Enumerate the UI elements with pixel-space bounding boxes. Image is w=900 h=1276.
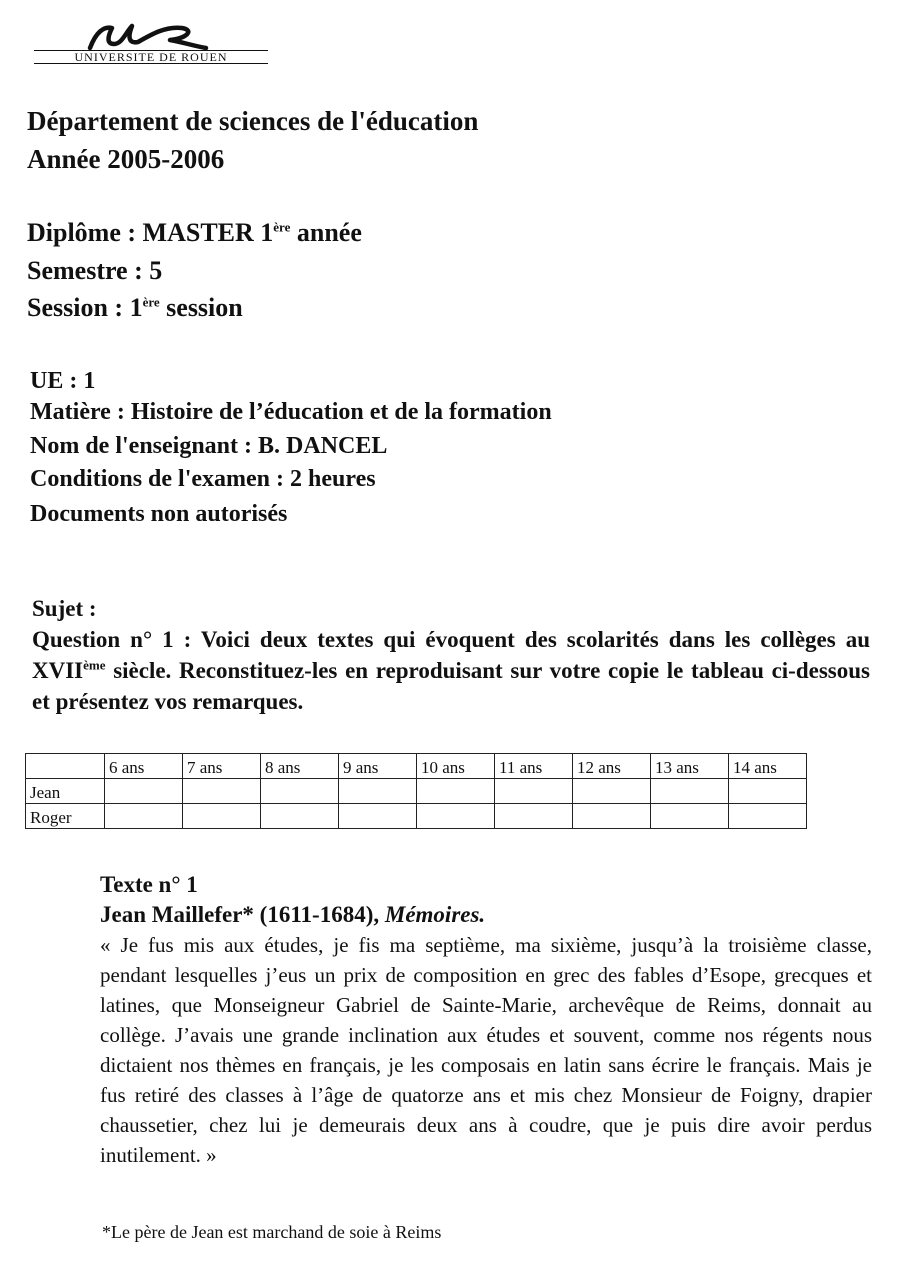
age-header-cell: 7 ans bbox=[183, 754, 261, 779]
table-cell bbox=[729, 779, 807, 804]
diploma-line bbox=[27, 218, 362, 248]
table-header-row bbox=[26, 754, 807, 779]
academic-year: Année 2005-2006 bbox=[27, 144, 225, 174]
table-cell bbox=[495, 779, 573, 804]
question-sup: ème bbox=[83, 657, 106, 673]
age-header-cell: 6 ans bbox=[105, 754, 183, 779]
table-cell bbox=[105, 804, 183, 829]
footnote: *Le père de Jean est marchand de soie à Reims bbox=[102, 1222, 442, 1242]
table-cell bbox=[729, 804, 807, 829]
table-row bbox=[26, 779, 807, 804]
text-1-author: Jean Maillefer* (1611-1684), bbox=[100, 902, 385, 927]
table-cell bbox=[339, 779, 417, 804]
ue-line: UE : 1 bbox=[30, 368, 96, 394]
university-logo bbox=[32, 22, 272, 70]
table-row bbox=[26, 804, 807, 829]
teacher-line: Nom de l'enseignant : B. DANCEL bbox=[30, 433, 388, 459]
text-1-source bbox=[100, 900, 872, 930]
subject-line: Matière : Histoire de l’éducation et de la formation bbox=[30, 399, 552, 425]
age-header-cell: 8 ans bbox=[261, 754, 339, 779]
age-header-cell: 14 ans bbox=[729, 754, 807, 779]
table-cell bbox=[105, 779, 183, 804]
table-cell bbox=[339, 804, 417, 829]
age-header-cell: 13 ans bbox=[651, 754, 729, 779]
table-cell bbox=[495, 804, 573, 829]
age-header-cell: 11 ans bbox=[495, 754, 573, 779]
conditions-line: Conditions de l'examen : 2 heures bbox=[30, 466, 376, 492]
text-1-title: Texte n° 1 bbox=[100, 872, 198, 897]
session-sup: ère bbox=[142, 294, 160, 310]
age-header-cell: 12 ans bbox=[573, 754, 651, 779]
table-cell bbox=[651, 804, 729, 829]
table-cell bbox=[573, 779, 651, 804]
question-1 bbox=[32, 624, 870, 717]
diploma-label: Diplôme : MASTER 1 bbox=[27, 218, 274, 247]
row-header-jean: Jean bbox=[26, 779, 105, 804]
diploma-suffix: année bbox=[290, 218, 362, 247]
table-cell bbox=[183, 804, 261, 829]
university-name: UNIVERSITE DE ROUEN bbox=[34, 50, 268, 64]
semester-line: Semestre : 5 bbox=[27, 256, 163, 285]
table-cell bbox=[417, 804, 495, 829]
text-1-work: Mémoires. bbox=[384, 902, 486, 927]
table-cell bbox=[183, 779, 261, 804]
table-cell bbox=[417, 779, 495, 804]
table-cell bbox=[261, 779, 339, 804]
table-corner-cell bbox=[26, 754, 105, 779]
sujet-label: Sujet : bbox=[32, 596, 97, 621]
table-cell bbox=[573, 804, 651, 829]
diploma-sup: ère bbox=[273, 219, 291, 235]
text-1-quote: « Je fus mis aux études, je fis ma septième, ma sixième, jusqu’à la troisième classe, pendant lesquelles j’eus un prix de composition en grec des fables d’Esope, grecques et latines, que Monseigneur Gabriel de Sainte-Marie, archevêque de Reims, donnait au collège. J’avais une grande inclination aux études et souvent, comme nos régents nous dictaient nos thèmes en français, je les composais en latin sans écrire le français. Mais je fus retiré des classes à l’âge de quatorze ans et mis chez Monsieur de Foigny, drapier chaussetier, chez lui je demeurais deux ans à coudre, que je puis dire avoir perdus inutilement. » bbox=[100, 933, 872, 1167]
table-cell bbox=[261, 804, 339, 829]
question-part1: Question n° 1 : Voici deux textes qui évoquent des scolarités dans les collèges au XVII bbox=[32, 627, 870, 683]
documents-line: Documents non autorisés bbox=[30, 501, 288, 527]
schooling-table bbox=[25, 753, 807, 829]
table-cell bbox=[651, 779, 729, 804]
text-1-block bbox=[100, 870, 872, 1170]
age-header-cell: 9 ans bbox=[339, 754, 417, 779]
department-title: Département de sciences de l'éducation bbox=[27, 106, 479, 136]
session-suffix: session bbox=[159, 293, 243, 322]
age-header-cell: 10 ans bbox=[417, 754, 495, 779]
session-label: Session : 1 bbox=[27, 293, 143, 322]
session-line bbox=[27, 293, 243, 323]
question-part2: siècle. Reconstituez-les en reproduisant sur votre copie le tableau ci-dessous et présentez vos remarques. bbox=[32, 658, 870, 714]
row-header-roger: Roger bbox=[26, 804, 105, 829]
